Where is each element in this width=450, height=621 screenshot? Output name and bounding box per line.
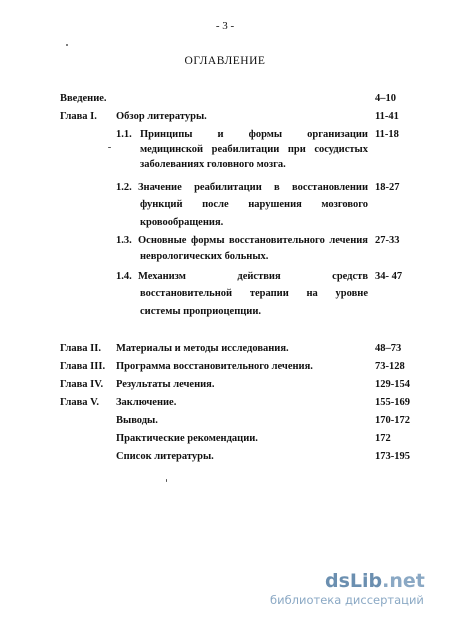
toc-chapter-label: Глава III.	[60, 361, 106, 372]
toc-chapter-pages: 48–73	[375, 343, 402, 354]
toc-section-line: медицинской реабилитации при сосудистых	[140, 144, 368, 155]
toc-chapter-pages: 73-128	[375, 361, 405, 372]
watermark-logo-main: dsLib	[325, 570, 383, 592]
scan-speck	[66, 44, 68, 46]
scan-speck	[166, 479, 167, 482]
toc-chapter1-title: Обзор литературы.	[116, 111, 207, 122]
toc-extra-pages: 172	[375, 433, 391, 444]
toc-section-number: 1.2.	[116, 182, 132, 193]
toc-chapter-pages: 129-154	[375, 379, 410, 390]
toc-section-line: Значение реабилитации в восстановлении	[138, 182, 368, 193]
toc-section-number: 1.3.	[116, 235, 132, 246]
toc-section-line: Основные формы восстановительного лечения	[138, 235, 368, 246]
toc-section-line: Механизм действия средств	[138, 271, 368, 282]
toc-chapter1-pages: 11-41	[375, 111, 399, 122]
toc-extra-pages: 173-195	[375, 451, 410, 462]
toc-section-line: заболеваниях головного мозга.	[140, 159, 286, 170]
toc-section-number: 1.4.	[116, 271, 132, 282]
toc-chapter-label: Глава V.	[60, 397, 100, 408]
scan-speck	[108, 147, 111, 148]
toc-section-line: Принципы и формы организации	[140, 129, 368, 140]
toc-section-pages: 11-18	[375, 129, 399, 140]
toc-extra-title: Выводы.	[116, 415, 158, 426]
toc-intro-label: Введение.	[60, 93, 107, 104]
toc-extra-title: Список литературы.	[116, 451, 214, 462]
toc-chapter-title: Результаты лечения.	[116, 379, 215, 390]
toc-chapter-title: Материалы и методы исследования.	[116, 343, 289, 354]
toc-section-number: 1.1.	[116, 129, 132, 140]
page-number: - 3 -	[215, 20, 235, 32]
toc-section-line: функций после нарушения мозгового	[140, 199, 368, 210]
toc-chapter-title: Заключение.	[116, 397, 177, 408]
toc-extra-pages: 170-172	[375, 415, 410, 426]
toc-extra-title: Практические рекомендации.	[116, 433, 258, 444]
toc-section-line: неврологических больных.	[140, 251, 269, 262]
toc-chapter1-label: Глава I.	[60, 111, 97, 122]
watermark-subtitle: библиотека диссертаций	[270, 593, 424, 607]
page-title: ОГЛАВЛЕНИЕ	[184, 55, 266, 67]
toc-chapter-title: Программа восстановительного лечения.	[116, 361, 313, 372]
toc-section-pages: 18-27	[375, 182, 400, 193]
toc-section-line: восстановительной терапии на уровне	[140, 288, 368, 299]
toc-section-line: кровообращения.	[140, 217, 224, 228]
watermark-logo-tld: .net	[382, 570, 425, 592]
toc-intro-pages: 4–10	[375, 93, 396, 104]
toc-chapter-label: Глава IV.	[60, 379, 104, 390]
toc-section-pages: 34- 47	[375, 271, 403, 282]
toc-section-pages: 27-33	[375, 235, 400, 246]
toc-chapter-label: Глава II.	[60, 343, 101, 354]
toc-section-line: системы проприоцепции.	[140, 306, 262, 317]
toc-chapter-pages: 155-169	[375, 397, 410, 408]
watermark-logo	[325, 570, 425, 592]
